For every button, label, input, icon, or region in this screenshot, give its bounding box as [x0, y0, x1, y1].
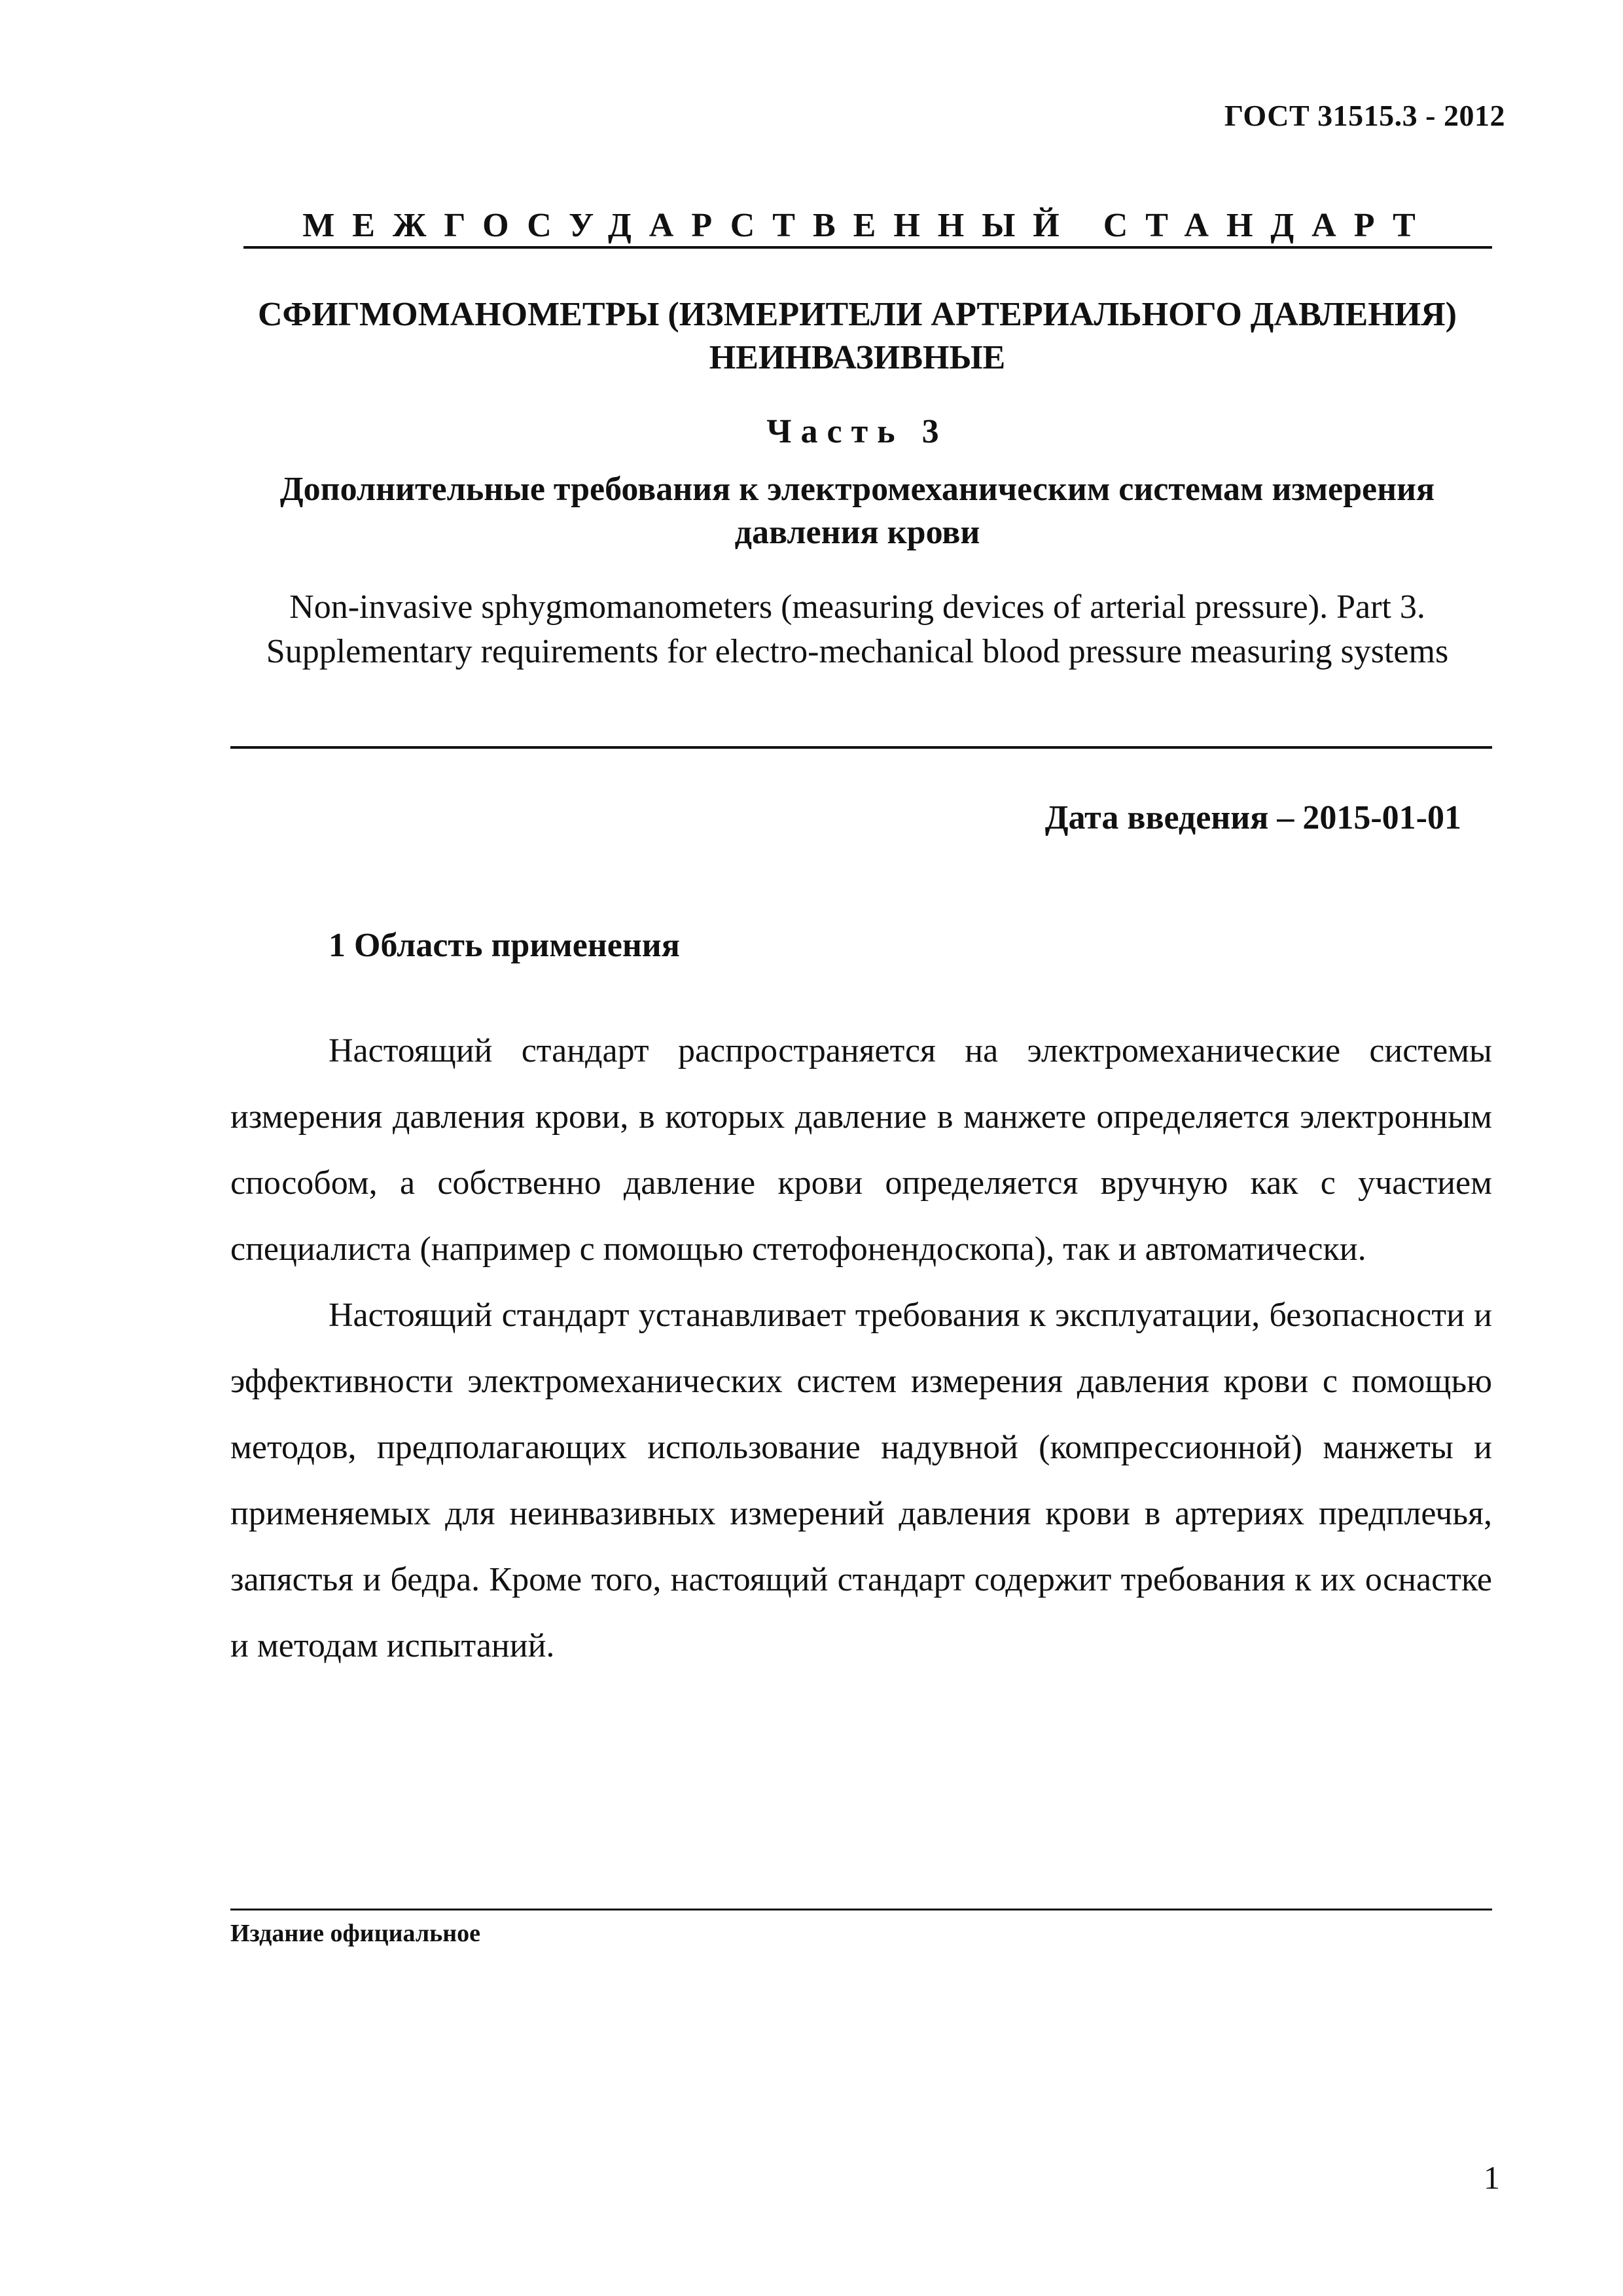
footer-divider	[230, 1909, 1492, 1910]
introduction-date: Дата введения – 2015-01-01	[1044, 799, 1461, 836]
section-heading: 1 Область применения	[329, 927, 680, 964]
title-russian: СФИГМОМАНОМЕТРЫ (ИЗМЕРИТЕЛИ АРТЕРИАЛЬНОГО ДАВЛЕНИЯ) НЕИНВАЗИВНЫЕ	[257, 296, 1457, 376]
official-edition-note: Издание официальное	[230, 1920, 481, 1947]
subtitle-russian: Дополнительные требования к электромеханическим системам измерения давления крови	[279, 471, 1435, 551]
paragraph-scope: Настоящий стандарт распространяется на электромеханические системы измерения давления крови, в которых давление в манжете определяется электронным способом, а собственно давление крови определяется вручную как с участием специалиста (например с помощью стетофонендоскопа), так и автоматически.	[230, 1032, 1492, 1268]
title-divider	[230, 746, 1492, 749]
section-body	[230, 1018, 1492, 1679]
title-english: Non-invasive sphygmomanometers (measuring devices of arterial pressure). Part 3. Supplementary requirements for electro-mechanical blood pressure measuring systems	[266, 588, 1449, 670]
document-code: ГОСТ 31515.3 - 2012	[1224, 99, 1505, 132]
part-label: Часть 3	[766, 413, 948, 450]
page-number: 1	[1484, 2159, 1500, 2196]
standard-type-heading: МЕЖГОСУДАРСТВЕННЫЙ СТАНДАРТ	[243, 206, 1492, 249]
paragraph-requirements: Настоящий стандарт устанавливает требования к эксплуатации, безопасности и эффективности электромеханических систем измерения давления крови с помощью методов, предполагающих использование надувной (компрессионной) манжеты и применяемых для неинвазивных измерений давления крови в артериях предплечья, запястья и бедра. Кроме того, настоящий стандарт содержит требования к их оснастке и методам испытаний.	[230, 1297, 1492, 1664]
